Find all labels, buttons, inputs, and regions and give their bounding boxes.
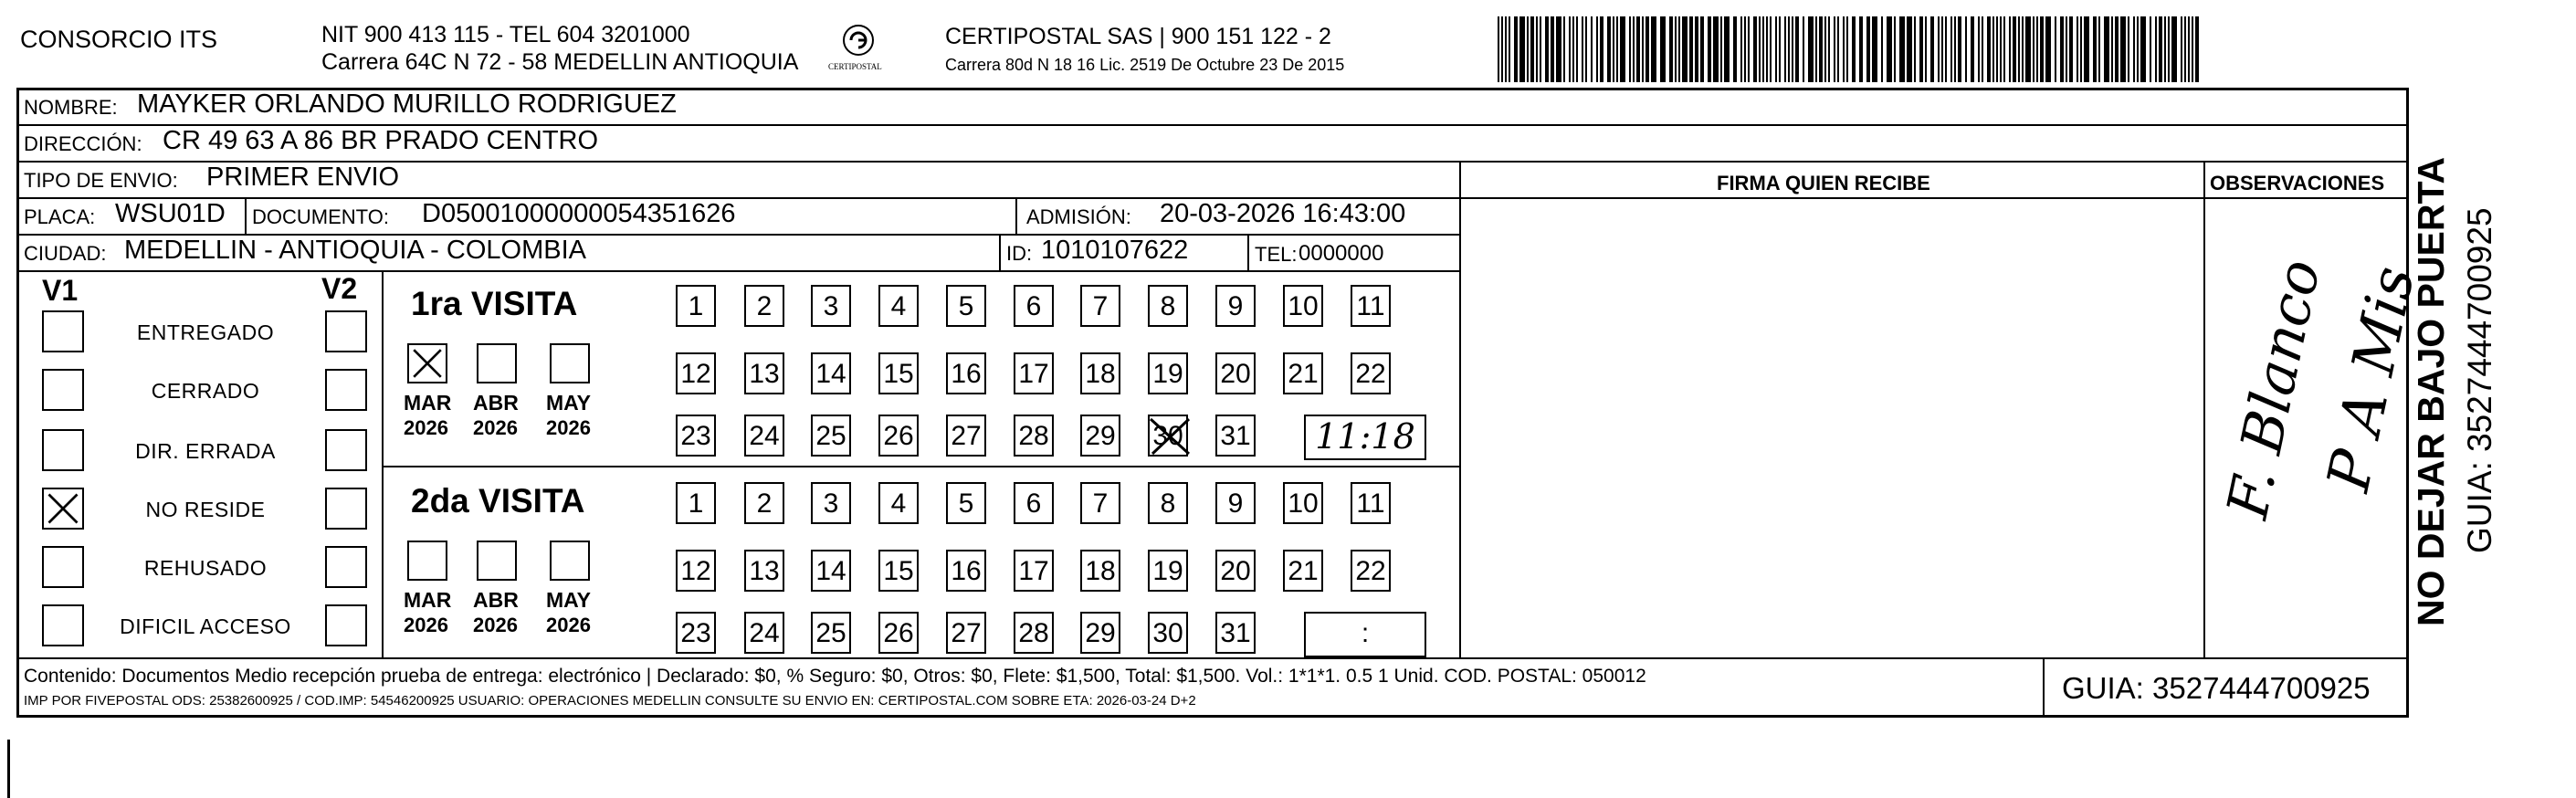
month-checkbox[interactable]	[550, 343, 590, 383]
day-box[interactable]	[1351, 285, 1391, 327]
day-box[interactable]	[744, 415, 784, 457]
month-year-label: 2026	[404, 614, 448, 636]
day-number: 4	[890, 291, 907, 321]
month-checkbox[interactable]	[407, 541, 447, 581]
handwritten-observation-1: F. Blanco	[2213, 253, 2334, 524]
day-number: 14	[815, 556, 846, 586]
day-box[interactable]	[1080, 550, 1120, 592]
day-box[interactable]	[878, 550, 919, 592]
day-number: 16	[951, 556, 982, 586]
day-box[interactable]	[1215, 352, 1256, 394]
day-box[interactable]	[1351, 482, 1391, 524]
day-number: 13	[749, 556, 780, 586]
day-number: 11	[1356, 291, 1385, 321]
day-number: 6	[1025, 291, 1042, 321]
day-box[interactable]	[1148, 415, 1188, 457]
day-number: 9	[1227, 291, 1244, 321]
nombre-value: MAYKER ORLANDO MURILLO RODRIGUEZ	[137, 89, 677, 119]
month-label: MAY	[546, 588, 591, 612]
day-box[interactable]	[676, 550, 716, 592]
day-number: 7	[1092, 488, 1109, 519]
day-number: 16	[951, 359, 982, 389]
day-number: 5	[958, 488, 974, 519]
day-box[interactable]	[878, 352, 919, 394]
footer-guia: GUIA: 3527444700925	[2062, 671, 2371, 705]
status-v1-checkbox[interactable]	[42, 488, 84, 530]
status-v2-checkbox[interactable]	[325, 429, 367, 471]
direccion-label: DIRECCIÓN:	[24, 132, 142, 155]
day-number: 28	[1018, 421, 1049, 451]
day-box[interactable]	[946, 285, 986, 327]
day-number: 26	[883, 421, 914, 451]
guia-vertical: GUIA: 3527444700925	[2461, 207, 2498, 553]
day-box[interactable]	[811, 550, 851, 592]
day-box[interactable]	[1148, 352, 1188, 394]
day-number: 19	[1152, 359, 1183, 389]
day-box[interactable]	[811, 285, 851, 327]
month-year-label: 2026	[546, 614, 591, 636]
day-box[interactable]	[744, 285, 784, 327]
visit-title: 2da VISITA	[411, 482, 585, 520]
month-checkbox[interactable]	[407, 343, 447, 383]
visit-title: 1ra VISITA	[411, 285, 578, 322]
month-year-label: 2026	[473, 614, 518, 636]
month-label: ABR	[473, 588, 519, 612]
day-number: 1	[688, 291, 704, 321]
status-option-label: NO RESIDE	[145, 498, 266, 521]
ciudad-label: CIUDAD:	[24, 242, 107, 265]
day-number: 4	[890, 488, 907, 519]
day-number: 12	[680, 359, 711, 389]
status-option-label: ENTREGADO	[136, 320, 275, 344]
contenido-line: Contenido: Documentos Medio recepción prueba de entrega: electrónico | Declarado: $0, % Seguro: $0, Otros: $0, Flete: $1,500, Total: $1,500. Vol.: 1*1*1. 0.5 1 Unid. COD. POSTAL: 050012	[24, 666, 1646, 687]
day-box[interactable]	[811, 612, 851, 654]
company-name: CONSORCIO ITS	[20, 26, 218, 53]
day-number: 30	[1152, 618, 1183, 648]
day-number: 6	[1025, 488, 1042, 519]
company-address: Carrera 64C N 72 - 58 MEDELLIN ANTIOQUIA	[321, 49, 799, 75]
day-cross-mark	[1147, 414, 1193, 459]
certipostal-logo: CERTIPOSTAL	[826, 22, 890, 79]
day-box[interactable]	[1215, 612, 1256, 654]
day-box[interactable]	[1283, 285, 1323, 327]
handwritten-observation-2: P A Mis	[2315, 260, 2429, 498]
tel-value: 0000000	[1299, 241, 1384, 266]
day-box[interactable]	[676, 612, 716, 654]
documento-value: D05001000000054351626	[422, 199, 736, 228]
status-v2-checkbox[interactable]	[325, 546, 367, 588]
day-number: 22	[1355, 359, 1386, 389]
v2-label: V2	[321, 272, 358, 305]
day-number: 1	[688, 488, 704, 519]
time-value: :	[1361, 618, 1370, 648]
status-v1-checkbox[interactable]	[42, 429, 84, 471]
day-number: 8	[1160, 488, 1176, 519]
v1-label: V1	[42, 274, 79, 307]
day-box[interactable]	[1014, 285, 1054, 327]
day-box[interactable]	[1148, 285, 1188, 327]
day-box[interactable]	[878, 482, 919, 524]
day-number: 3	[823, 291, 839, 321]
day-box[interactable]	[744, 352, 784, 394]
day-box[interactable]	[744, 482, 784, 524]
status-option-label: REHUSADO	[143, 556, 268, 580]
admision-label: ADMISIÓN:	[1026, 205, 1131, 228]
day-box[interactable]	[1080, 415, 1120, 457]
day-number: 29	[1085, 421, 1116, 451]
day-box[interactable]	[946, 482, 986, 524]
day-box[interactable]	[676, 352, 716, 394]
day-number: 17	[1018, 359, 1049, 389]
day-number: 8	[1160, 291, 1176, 321]
time-value: 11:18	[1315, 416, 1415, 457]
day-number: 24	[749, 618, 780, 648]
month-checkbox[interactable]	[477, 343, 517, 383]
day-number: 23	[680, 618, 711, 648]
status-v1-checkbox[interactable]	[42, 369, 84, 411]
tipo-envio-value: PRIMER ENVIO	[206, 163, 400, 192]
no-dejar-bajo-puerta: NO DEJAR BAJO PUERTA	[2410, 156, 2452, 626]
day-number: 15	[883, 556, 914, 586]
day-box[interactable]	[878, 612, 919, 654]
month-year-label: 2026	[404, 416, 448, 439]
day-box[interactable]	[878, 285, 919, 327]
status-option-label: DIFICIL ACCESO	[120, 614, 291, 638]
day-number: 12	[680, 556, 711, 586]
day-box[interactable]	[676, 415, 716, 457]
day-number: 28	[1018, 618, 1049, 648]
documento-label: DOCUMENTO:	[252, 205, 389, 228]
day-box[interactable]	[1080, 352, 1120, 394]
day-box[interactable]	[1215, 285, 1256, 327]
day-box[interactable]	[1080, 482, 1120, 524]
day-number: 21	[1288, 359, 1319, 389]
day-box[interactable]	[1148, 482, 1188, 524]
day-box[interactable]	[946, 415, 986, 457]
day-number: 25	[815, 618, 846, 648]
day-number: 27	[951, 421, 982, 451]
day-box[interactable]	[946, 550, 986, 592]
license-line: Carrera 80d N 18 16 Lic. 2519 De Octubre 23 De 2015	[945, 56, 1345, 74]
imp-line: IMP POR FIVEPOSTAL ODS: 25382600925 / COD.IMP: 54546200925 USUARIO: OPERACIONES MEDELLIN CONSULTE SU ENVIO EN: CERTIPOSTAL.COM SOBRE ETA: 2026-03-24 D+2	[24, 693, 1196, 709]
day-number: 24	[749, 421, 780, 451]
day-number: 25	[815, 421, 846, 451]
ciudad-value: MEDELLIN - ANTIOQUIA - COLOMBIA	[124, 236, 586, 265]
day-number: 27	[951, 618, 982, 648]
day-number: 22	[1355, 556, 1386, 586]
day-number: 20	[1220, 556, 1251, 586]
day-number: 18	[1085, 556, 1116, 586]
status-v2-checkbox[interactable]	[325, 310, 367, 352]
day-box[interactable]	[1014, 415, 1054, 457]
status-v2-checkbox[interactable]	[325, 488, 367, 530]
day-number: 18	[1085, 359, 1116, 389]
day-box[interactable]	[1014, 612, 1054, 654]
id-label: ID:	[1006, 242, 1033, 265]
status-v1-checkbox[interactable]	[42, 604, 84, 646]
month-label: MAR	[404, 391, 452, 415]
day-box[interactable]	[1148, 612, 1188, 654]
nit-line: NIT 900 413 115 - TEL 604 3201000	[321, 22, 690, 47]
month-label: MAR	[404, 588, 452, 612]
day-number: 17	[1018, 556, 1049, 586]
day-number: 15	[883, 359, 914, 389]
time-box[interactable]	[1304, 612, 1426, 657]
placa-value: WSU01D	[115, 199, 226, 228]
month-label: ABR	[473, 391, 519, 415]
day-box[interactable]	[1283, 550, 1323, 592]
day-number: 23	[680, 421, 711, 451]
certipostal-line: CERTIPOSTAL SAS | 900 151 122 - 2	[945, 24, 1331, 49]
day-box[interactable]	[878, 415, 919, 457]
day-box[interactable]	[1351, 550, 1391, 592]
day-box[interactable]	[744, 612, 784, 654]
day-number: 19	[1152, 556, 1183, 586]
day-box[interactable]	[1215, 415, 1256, 457]
day-box[interactable]	[676, 285, 716, 327]
admision-value: 20-03-2026 16:43:00	[1160, 199, 1406, 228]
day-number: 11	[1356, 488, 1385, 519]
day-number: 10	[1288, 488, 1319, 519]
status-v2-checkbox[interactable]	[325, 369, 367, 411]
month-year-label: 2026	[473, 416, 518, 439]
month-label: MAY	[546, 391, 591, 415]
day-box[interactable]	[946, 612, 986, 654]
time-box[interactable]	[1304, 415, 1426, 460]
day-box[interactable]	[1283, 482, 1323, 524]
day-number: 29	[1085, 618, 1116, 648]
day-box[interactable]	[1014, 550, 1054, 592]
day-number: 2	[756, 291, 773, 321]
day-number: 31	[1220, 618, 1251, 648]
nombre-label: NOMBRE:	[24, 96, 118, 119]
barcode-image	[1498, 16, 2205, 82]
day-number: 30	[1152, 421, 1183, 451]
day-box[interactable]	[811, 352, 851, 394]
day-box[interactable]	[1014, 352, 1054, 394]
day-number: 2	[756, 488, 773, 519]
day-number: 9	[1227, 488, 1244, 519]
day-box[interactable]	[1080, 612, 1120, 654]
day-box[interactable]	[1351, 352, 1391, 394]
observaciones-label: OBSERVACIONES	[2210, 172, 2385, 194]
tel-label: TEL:	[1255, 243, 1298, 266]
status-v1-checkbox[interactable]	[42, 310, 84, 352]
day-number: 14	[815, 359, 846, 389]
day-number: 13	[749, 359, 780, 389]
status-option-label: CERRADO	[151, 379, 260, 403]
month-year-label: 2026	[546, 416, 591, 439]
day-box[interactable]	[1014, 482, 1054, 524]
day-number: 21	[1288, 556, 1319, 586]
month-checkbox[interactable]	[550, 541, 590, 581]
day-box[interactable]	[946, 352, 986, 394]
day-box[interactable]	[1215, 550, 1256, 592]
status-v1-checkbox[interactable]	[42, 546, 84, 588]
status-option-label: DIR. ERRADA	[135, 439, 276, 463]
day-number: 3	[823, 488, 839, 519]
day-box[interactable]	[1215, 482, 1256, 524]
direccion-value: CR 49 63 A 86 BR PRADO CENTRO	[163, 126, 599, 155]
day-number: 20	[1220, 359, 1251, 389]
placa-label: PLACA:	[24, 205, 96, 228]
day-box[interactable]	[1148, 550, 1188, 592]
day-box[interactable]	[744, 550, 784, 592]
day-box[interactable]	[1283, 352, 1323, 394]
day-number: 7	[1092, 291, 1109, 321]
day-number: 5	[958, 291, 974, 321]
day-box[interactable]	[1080, 285, 1120, 327]
day-number: 31	[1220, 421, 1251, 451]
tipo-envio-label: TIPO DE ENVIO:	[24, 169, 178, 192]
firma-label: FIRMA QUIEN RECIBE	[1717, 172, 1930, 194]
day-box[interactable]	[811, 415, 851, 457]
day-box[interactable]	[811, 482, 851, 524]
day-number: 10	[1288, 291, 1319, 321]
day-number: 26	[883, 618, 914, 648]
day-box[interactable]	[676, 482, 716, 524]
status-v2-checkbox[interactable]	[325, 604, 367, 646]
id-value: 1010107622	[1041, 236, 1189, 265]
month-checkbox[interactable]	[477, 541, 517, 581]
